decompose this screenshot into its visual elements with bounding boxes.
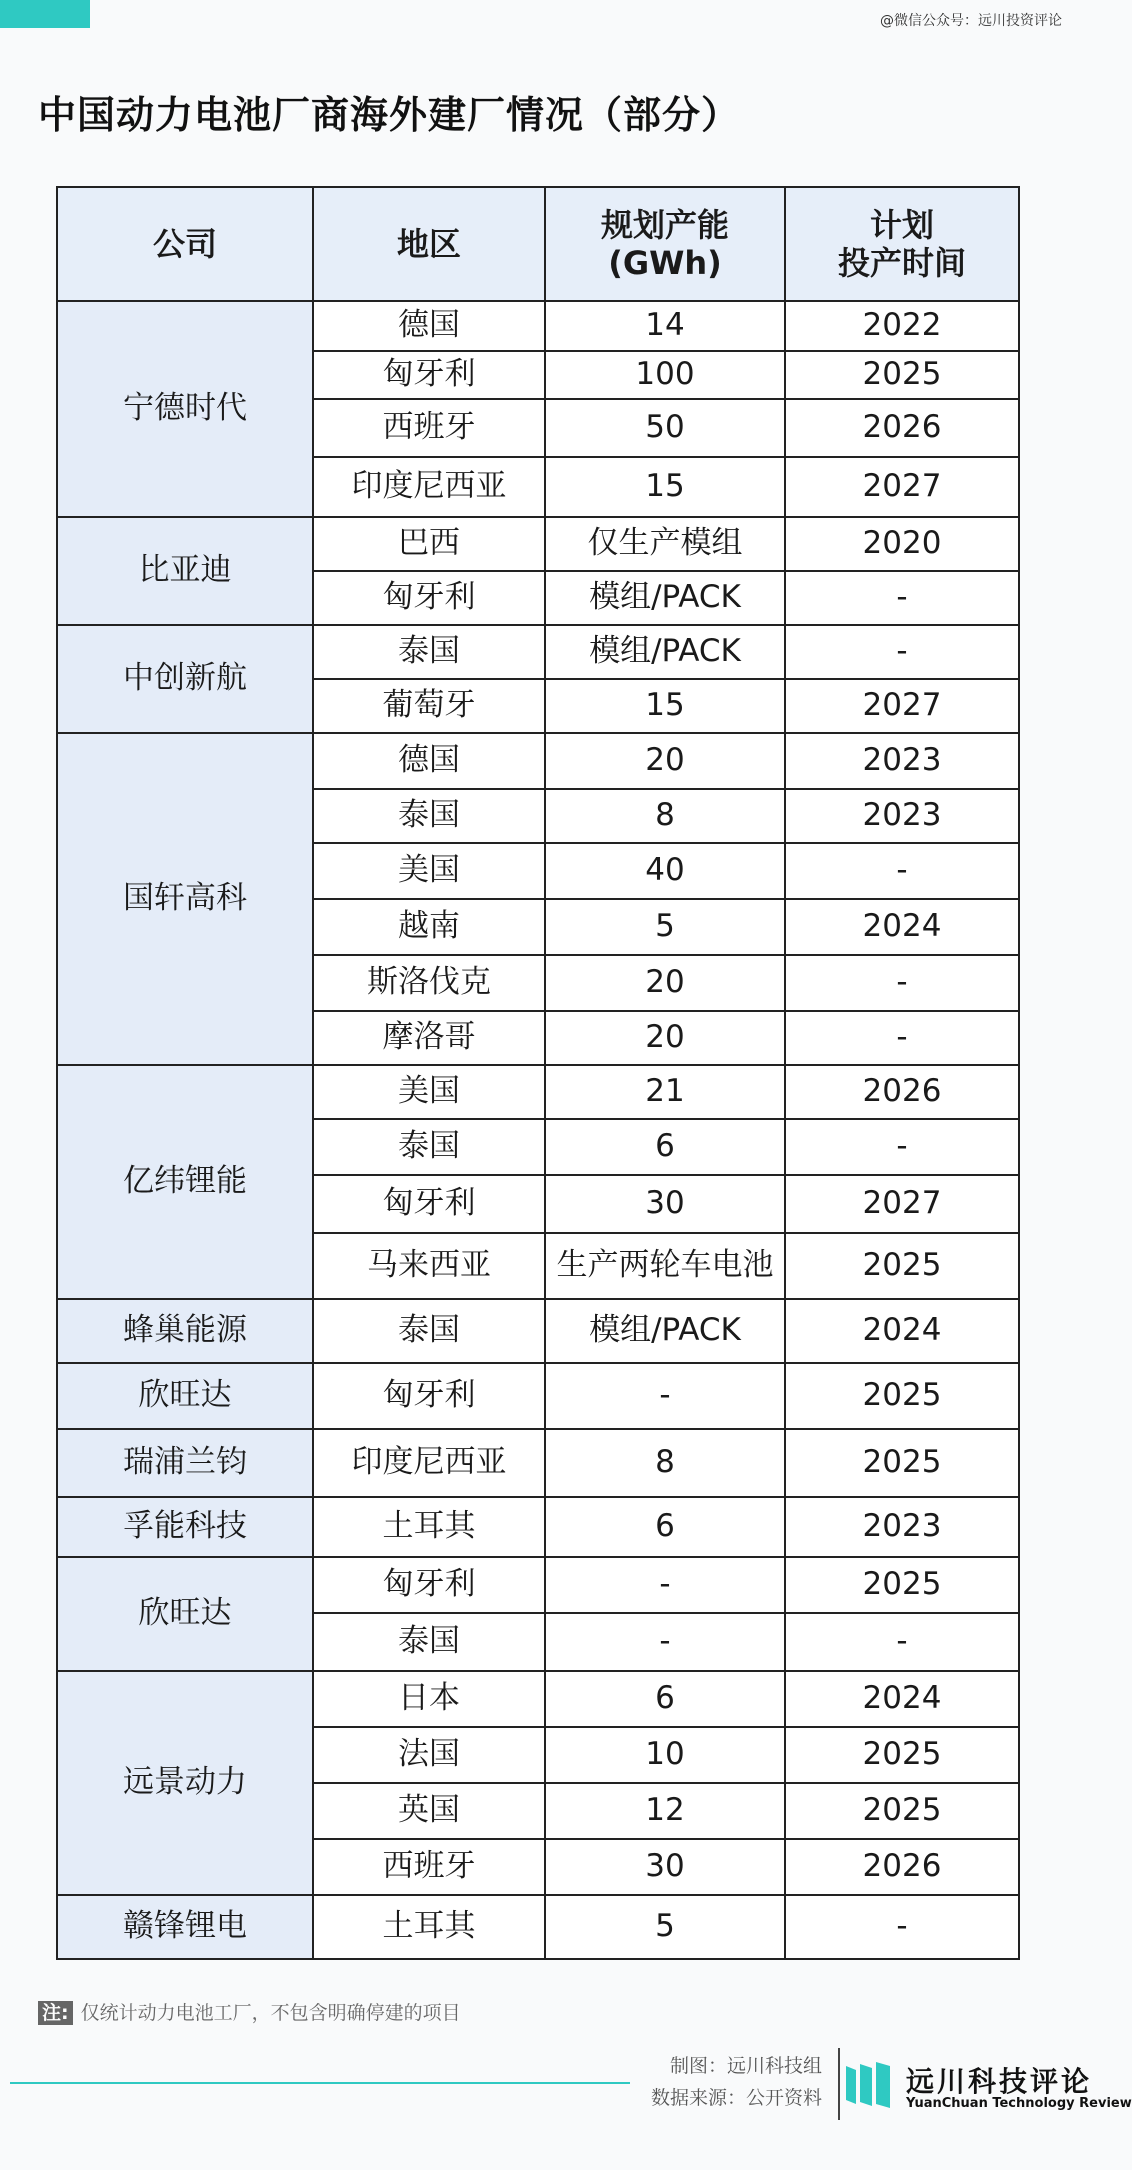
capacity-cell: 15 xyxy=(545,679,785,733)
company-cell: 瑞浦兰钧 xyxy=(57,1429,313,1497)
region-cell: 西班牙 xyxy=(313,1839,545,1895)
logo-title: 远川科技评论 xyxy=(906,2065,1093,2098)
region-cell: 斯洛伐克 xyxy=(313,955,545,1011)
region-cell: 西班牙 xyxy=(313,399,545,457)
logo-subtitle: YuanChuan Technology Review xyxy=(906,2096,1132,2111)
region-cell: 德国 xyxy=(313,733,545,789)
region-cell: 土耳其 xyxy=(313,1895,545,1959)
start-time-cell: 2027 xyxy=(785,457,1019,517)
start-time-cell: 2020 xyxy=(785,517,1019,571)
region-cell: 匈牙利 xyxy=(313,1175,545,1233)
start-time-cell: 2023 xyxy=(785,789,1019,843)
table-body xyxy=(57,301,1019,1959)
start-time-cell: 2025 xyxy=(785,351,1019,399)
company-cell: 赣锋锂电 xyxy=(57,1895,313,1959)
region-cell: 摩洛哥 xyxy=(313,1011,545,1065)
data-source: 数据来源：公开资料 xyxy=(650,2087,822,2109)
region-cell: 匈牙利 xyxy=(313,351,545,399)
table-row xyxy=(57,1497,1019,1557)
capacity-cell: 40 xyxy=(545,843,785,899)
start-time-cell: - xyxy=(785,1011,1019,1065)
company-cell: 中创新航 xyxy=(57,625,313,733)
region-cell: 马来西亚 xyxy=(313,1233,545,1299)
capacity-cell: 10 xyxy=(545,1727,785,1783)
region-cell: 英国 xyxy=(313,1783,545,1839)
region-cell: 巴西 xyxy=(313,517,545,571)
company-cell: 远景动力 xyxy=(57,1671,313,1895)
accent-block xyxy=(0,0,90,28)
company-cell: 比亚迪 xyxy=(57,517,313,625)
capacity-cell: 21 xyxy=(545,1065,785,1119)
capacity-cell: 模组/PACK xyxy=(545,571,785,625)
capacity-cell: 50 xyxy=(545,399,785,457)
company-cell: 蜂巢能源 xyxy=(57,1299,313,1363)
capacity-cell: - xyxy=(545,1557,785,1613)
start-time-cell: - xyxy=(785,1613,1019,1671)
region-cell: 印度尼西亚 xyxy=(313,1429,545,1497)
start-time-cell: 2023 xyxy=(785,1497,1019,1557)
capacity-cell: 模组/PACK xyxy=(545,625,785,679)
capacity-cell: 生产两轮车电池 xyxy=(545,1233,785,1299)
region-cell: 土耳其 xyxy=(313,1497,545,1557)
start-time-cell: 2025 xyxy=(785,1557,1019,1613)
table-row xyxy=(57,1363,1019,1429)
region-cell: 匈牙利 xyxy=(313,1363,545,1429)
company-cell: 欣旺达 xyxy=(57,1557,313,1671)
table-row xyxy=(57,1299,1019,1363)
company-cell: 孚能科技 xyxy=(57,1497,313,1557)
table-row xyxy=(57,625,1019,679)
start-time-cell: 2024 xyxy=(785,1671,1019,1727)
capacity-cell: 15 xyxy=(545,457,785,517)
header-company: 公司 xyxy=(57,187,313,301)
region-cell: 泰国 xyxy=(313,789,545,843)
note-text: 仅统计动力电池工厂，不包含明确停建的项目 xyxy=(80,2002,461,2024)
region-cell: 泰国 xyxy=(313,1119,545,1175)
capacity-cell: 仅生产模组 xyxy=(545,517,785,571)
start-time-cell: 2025 xyxy=(785,1727,1019,1783)
region-cell: 泰国 xyxy=(313,1299,545,1363)
start-time-cell: - xyxy=(785,625,1019,679)
region-cell: 法国 xyxy=(313,1727,545,1783)
region-cell: 泰国 xyxy=(313,625,545,679)
table-row xyxy=(57,1671,1019,1727)
table-row xyxy=(57,1429,1019,1497)
capacity-cell: 8 xyxy=(545,789,785,843)
start-time-cell: 2026 xyxy=(785,1065,1019,1119)
capacity-cell: 12 xyxy=(545,1783,785,1839)
start-time-cell: 2025 xyxy=(785,1233,1019,1299)
start-time-cell: 2026 xyxy=(785,1839,1019,1895)
region-cell: 匈牙利 xyxy=(313,571,545,625)
capacity-cell: 8 xyxy=(545,1429,785,1497)
company-cell: 宁德时代 xyxy=(57,301,313,517)
company-cell: 欣旺达 xyxy=(57,1363,313,1429)
start-time-cell: - xyxy=(785,571,1019,625)
header-start-time: 计划 投产时间 xyxy=(785,187,1019,301)
region-cell: 匈牙利 xyxy=(313,1557,545,1613)
region-cell: 葡萄牙 xyxy=(313,679,545,733)
region-cell: 越南 xyxy=(313,899,545,955)
capacity-cell: 20 xyxy=(545,1011,785,1065)
start-time-cell: 2027 xyxy=(785,1175,1019,1233)
capacity-cell: 6 xyxy=(545,1497,785,1557)
region-cell: 泰国 xyxy=(313,1613,545,1671)
capacity-cell: 20 xyxy=(545,733,785,789)
capacity-cell: 14 xyxy=(545,301,785,351)
table-row xyxy=(57,1557,1019,1613)
start-time-cell: 2025 xyxy=(785,1429,1019,1497)
company-cell: 亿纬锂能 xyxy=(57,1065,313,1299)
footer-line xyxy=(10,2082,630,2084)
made-by: 制图：远川科技组 xyxy=(669,2055,822,2077)
capacity-cell: 20 xyxy=(545,955,785,1011)
logo-icon xyxy=(846,2060,896,2110)
region-cell: 德国 xyxy=(313,301,545,351)
header-capacity: 规划产能 (GWh) xyxy=(545,187,785,301)
start-time-cell: 2022 xyxy=(785,301,1019,351)
start-time-cell: 2024 xyxy=(785,899,1019,955)
note-tag: 注: xyxy=(38,2001,73,2025)
start-time-cell: 2023 xyxy=(785,733,1019,789)
table-row xyxy=(57,517,1019,571)
table-row xyxy=(57,301,1019,351)
table-row xyxy=(57,733,1019,789)
start-time-cell: - xyxy=(785,1119,1019,1175)
wechat-label: @微信公众号：远川投资评论 xyxy=(880,13,1062,29)
capacity-cell: 5 xyxy=(545,899,785,955)
capacity-cell: 30 xyxy=(545,1175,785,1233)
capacity-cell: 模组/PACK xyxy=(545,1299,785,1363)
region-cell: 日本 xyxy=(313,1671,545,1727)
start-time-cell: 2025 xyxy=(785,1783,1019,1839)
table-row xyxy=(57,1895,1019,1959)
region-cell: 印度尼西亚 xyxy=(313,457,545,517)
start-time-cell: - xyxy=(785,843,1019,899)
page-title: 中国动力电池厂商海外建厂情况（部分） xyxy=(38,93,741,137)
start-time-cell: - xyxy=(785,955,1019,1011)
capacity-cell: 100 xyxy=(545,351,785,399)
factory-table xyxy=(56,186,1020,1960)
footnote xyxy=(38,1998,461,2025)
region-cell: 美国 xyxy=(313,1065,545,1119)
footer-divider xyxy=(838,2048,840,2120)
capacity-cell: 6 xyxy=(545,1671,785,1727)
table-row xyxy=(57,1065,1019,1119)
capacity-cell: - xyxy=(545,1363,785,1429)
capacity-cell: - xyxy=(545,1613,785,1671)
start-time-cell: 2027 xyxy=(785,679,1019,733)
start-time-cell: 2026 xyxy=(785,399,1019,457)
start-time-cell: - xyxy=(785,1895,1019,1959)
capacity-cell: 30 xyxy=(545,1839,785,1895)
start-time-cell: 2024 xyxy=(785,1299,1019,1363)
region-cell: 美国 xyxy=(313,843,545,899)
table-header-row xyxy=(57,187,1019,301)
header-region: 地区 xyxy=(313,187,545,301)
start-time-cell: 2025 xyxy=(785,1363,1019,1429)
capacity-cell: 6 xyxy=(545,1119,785,1175)
capacity-cell: 5 xyxy=(545,1895,785,1959)
company-cell: 国轩高科 xyxy=(57,733,313,1065)
credit-block xyxy=(651,2050,822,2114)
